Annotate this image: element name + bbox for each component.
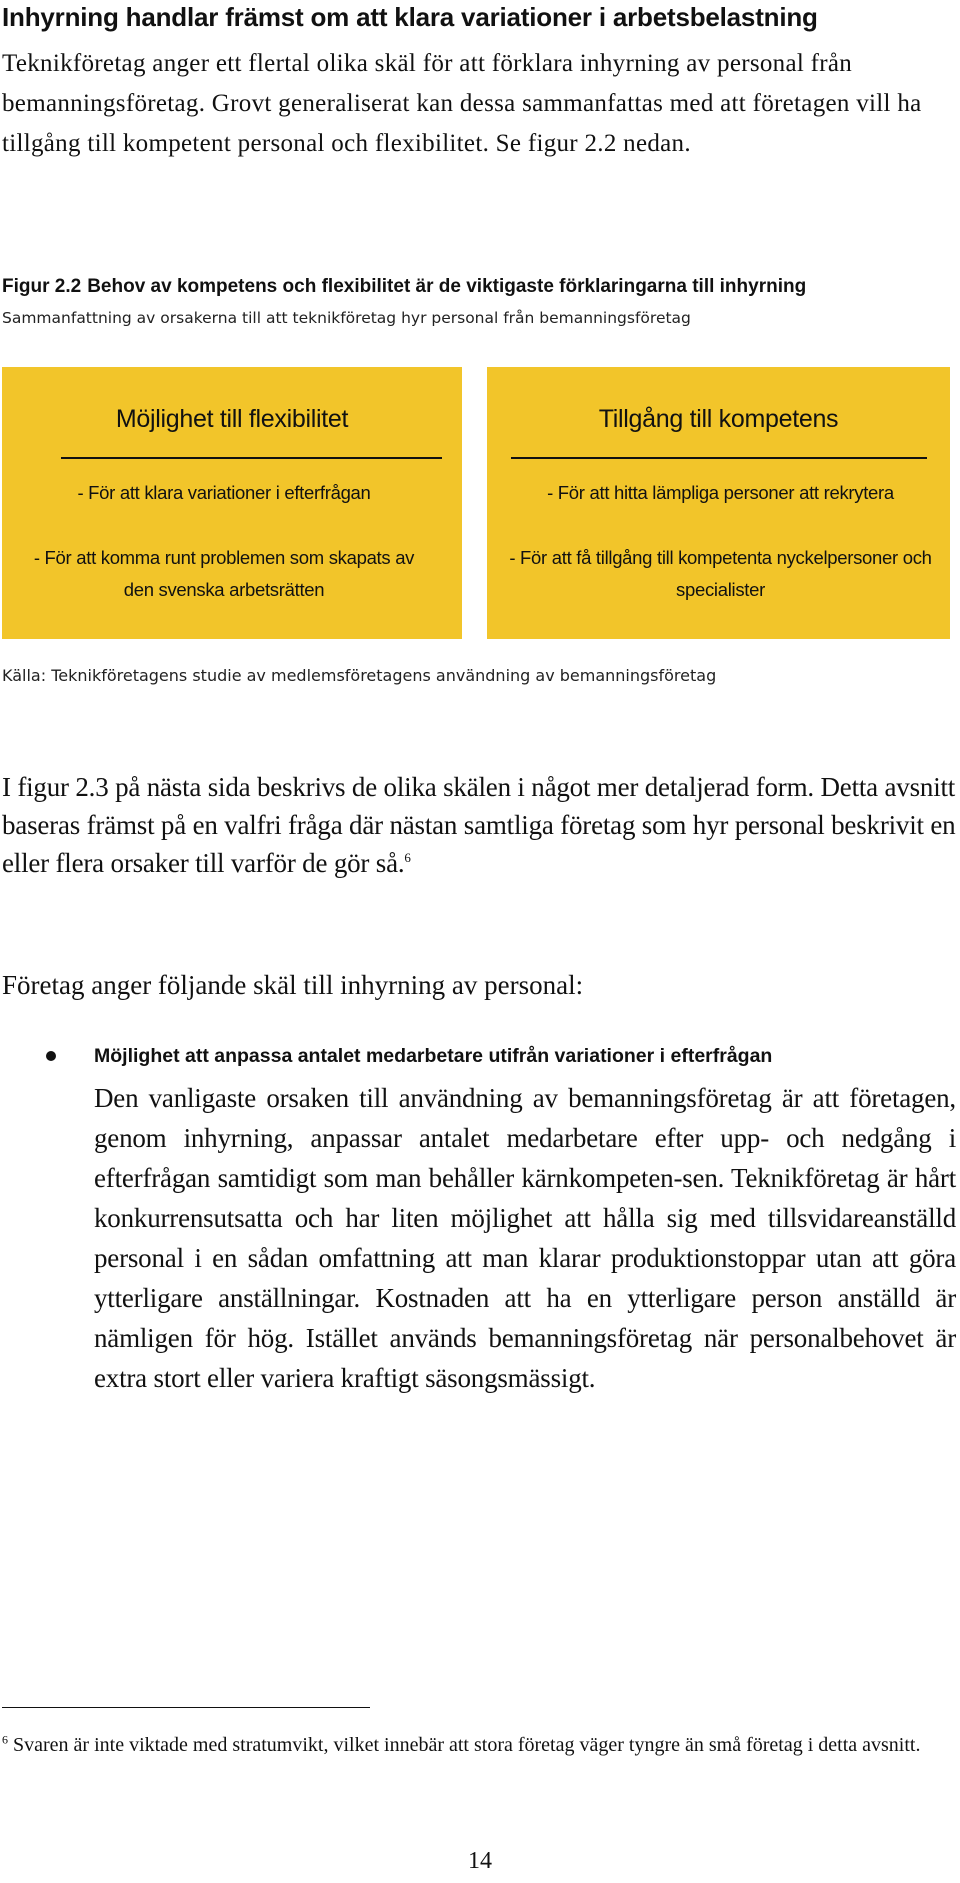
competence-reason-1: - För att hitta lämpliga personer att rekrytera xyxy=(547,482,894,503)
figure-subtitle: Sammanfattning av orsakerna till att teknikföretag hyr personal från bemanningsföretag xyxy=(2,309,691,327)
footnote-number: 6 xyxy=(2,1732,8,1747)
page-number: 14 xyxy=(468,1848,492,1874)
paragraph-figure-reference xyxy=(2,768,957,882)
intro-paragraph: Teknikföretag anger ett flertal olika skäl för att förklara inhyrning av personal från bemanningsföretag. Grovt generaliserat kan dessa sammanfattas med att företagen vill ha tillgång till kompetent personal och flexibilitet. Se figur 2.2 nedan. xyxy=(2,50,922,157)
competence-box-divider xyxy=(511,457,927,459)
figure-title xyxy=(2,274,957,300)
flexibility-reason-2: - För att komma runt problemen som skapats av den svenska arbetsrätten xyxy=(33,547,415,600)
figure-title-text: Behov av kompetens och flexibilitet är de viktigaste förklaringarna till inhyrning xyxy=(87,276,807,297)
competence-box-title: Tillgång till kompetens xyxy=(598,405,839,433)
bullet-body: Den vanligaste orsaken till användning av bemanningsföretag är att företagen, genom inhyrning, anpassar antalet medarbetare efter upp- och nedgång i efterfrågan samtidigt som man behåller kärnkompeten-sen. Teknikföretag är hårt konkurrensutsatta och har liten möjlighet att hålla sig med tillsvidareanställd personal i en sådan omfattning att man klarar produktionstoppar utan att göra ytterligare anställningar. Kostnaden att ha en ytterligare person anställd är nämligen för hög. Istället används bemanningsföretag när personalbehovet är extra stort eller variera kraftigt säsongsmässigt. xyxy=(94,1083,956,1393)
flexibility-box-title: Möjlighet till flexibilitet xyxy=(115,405,349,433)
bullet-heading: Möjlighet att anpassa antalet medarbetare utifrån variationer i efterfrågan xyxy=(94,1045,773,1067)
figure-source: Källa: Teknikföretagens studie av medlemsföretagens användning av bemanningsföretag xyxy=(2,666,717,685)
flexibility-reason-1: - För att klara variationer i efterfrågan xyxy=(77,482,371,503)
flexibility-box xyxy=(2,367,462,639)
paragraph-figure-reference-text: I figur 2.3 på nästa sida beskrivs de olika skälen i något mer detaljerad form. Detta avsnitt baseras främst på en valfri fråga där nästan samtliga företag som hyr personal beskrivit en eller flera orsaker till varför de gör så. xyxy=(2,772,956,878)
footnote xyxy=(2,1728,952,1762)
competence-box xyxy=(487,367,950,639)
footnote-reference[interactable]: 6 xyxy=(404,850,411,865)
flexibility-box-divider xyxy=(61,457,442,459)
footnote-text: Svaren är inte viktade med stratumvikt, vilket innebär att stora företag väger tyngre än små företag i detta avsnitt. xyxy=(13,1734,921,1756)
footnote-divider xyxy=(2,1707,370,1708)
competence-reason-2: - För att få tillgång till kompetenta nyckelpersoner och specialister xyxy=(509,547,932,600)
bullet-icon xyxy=(46,1051,56,1061)
figure-number: Figur 2.2 xyxy=(2,276,82,297)
section-heading: Inhyrning handlar främst om att klara variationer i arbetsbelastning xyxy=(2,2,818,32)
paragraph-reasons-intro: Företag anger följande skäl till inhyrning av personal: xyxy=(2,970,584,1000)
